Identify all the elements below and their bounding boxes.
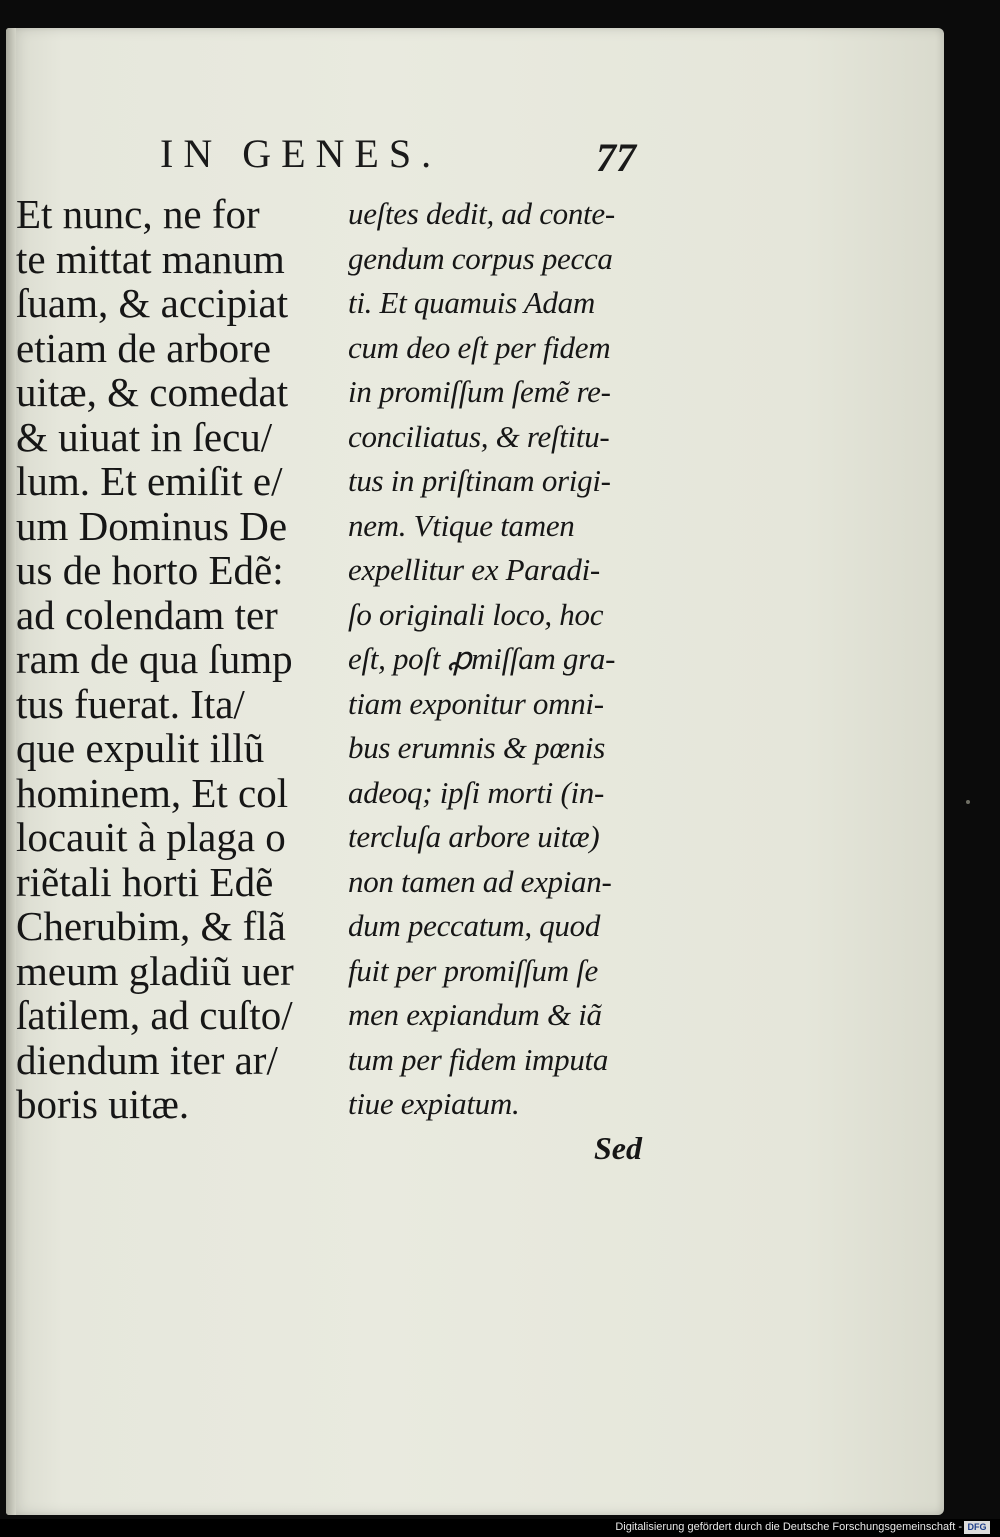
text-line: diendum iter ar/ [16, 1036, 278, 1083]
text-line: fuit per promiſſum ſe [348, 952, 599, 988]
latin-text-column [16, 192, 320, 1127]
page-gutter-edge [6, 28, 16, 1515]
text-line: etiam de arbore [16, 324, 271, 371]
dfg-logo: DFG [964, 1521, 990, 1534]
text-line: dum peccatum, quod [348, 908, 601, 943]
text-line: lum. Et emiſit e/ [16, 458, 283, 504]
text-line: ſo originali loco, hoc [348, 596, 604, 632]
text-line: us de horto Edẽ: [16, 547, 284, 593]
text-line: Cherubim, & flã [16, 903, 286, 949]
text-line: & uiuat in ſecu/ [16, 413, 273, 460]
text-line: conciliatus, & reſtitu- [348, 418, 610, 454]
page-number: 77 [596, 135, 636, 180]
text-line: bus erumnis & pœnis [348, 730, 605, 765]
text-line: te mittat manum [16, 235, 285, 282]
text-line: nem. Vtique tamen [348, 507, 575, 543]
text-line: cum deo eſt per fidem [348, 329, 611, 365]
text-line: boris uitæ. [16, 1081, 190, 1127]
funding-credit: Digitalisierung gefördert durch die Deutsche Forschungsgemeinschaft - [615, 1521, 962, 1533]
text-line: gendum corpus pecca [348, 240, 613, 276]
text-line: locauit à plaga o [16, 814, 286, 860]
running-head: IN GENES. [160, 131, 442, 176]
text-line: riẽtali horti Edẽ [16, 858, 274, 905]
text-line: tercluſa arbore uitæ) [348, 819, 600, 854]
text-line: expellitur ex Paradi- [348, 552, 600, 587]
text-line: ueſtes dedit, ad conte- [348, 196, 615, 231]
text-line: men expiandum & iã [348, 997, 602, 1032]
text-line: um Dominus De [16, 502, 288, 549]
text-line: tiam exponitur omni- [348, 685, 604, 721]
paper-spot [966, 800, 970, 804]
text-line: que expulit illũ [16, 725, 265, 771]
text-line: ti. Et quamuis Adam [348, 285, 595, 320]
text-line: meum gladiũ uer [16, 947, 294, 994]
text-line: Et nunc, ne for [16, 191, 260, 237]
text-line: ſuam, & accipiat [16, 280, 289, 326]
text-line: in promiſſum ſemẽ re- [348, 374, 611, 409]
text-line: uitæ, & comedat [16, 369, 289, 415]
text-line: ram de qua ſump [16, 636, 293, 682]
text-line: hominem, Et col [16, 769, 289, 816]
text-line: ſatilem, ad cuſto/ [16, 992, 293, 1038]
text-line: non tamen ad expian- [348, 863, 612, 899]
text-line: tiue expiatum. [348, 1086, 520, 1121]
text-line: tus in priſtinam origi- [348, 463, 611, 498]
text-line: tus fuerat. Ita/ [16, 680, 245, 727]
text-line: tum per fidem imputa [348, 1041, 609, 1077]
text-line: ad colendam ter [16, 591, 278, 638]
text-line: adeoq; ipſi morti (in- [348, 774, 605, 810]
catchword: Sed [594, 1130, 642, 1166]
text-line: eſt, poſt ꝓmiſſam gra- [348, 641, 616, 676]
commentary-text-column [348, 192, 648, 1127]
